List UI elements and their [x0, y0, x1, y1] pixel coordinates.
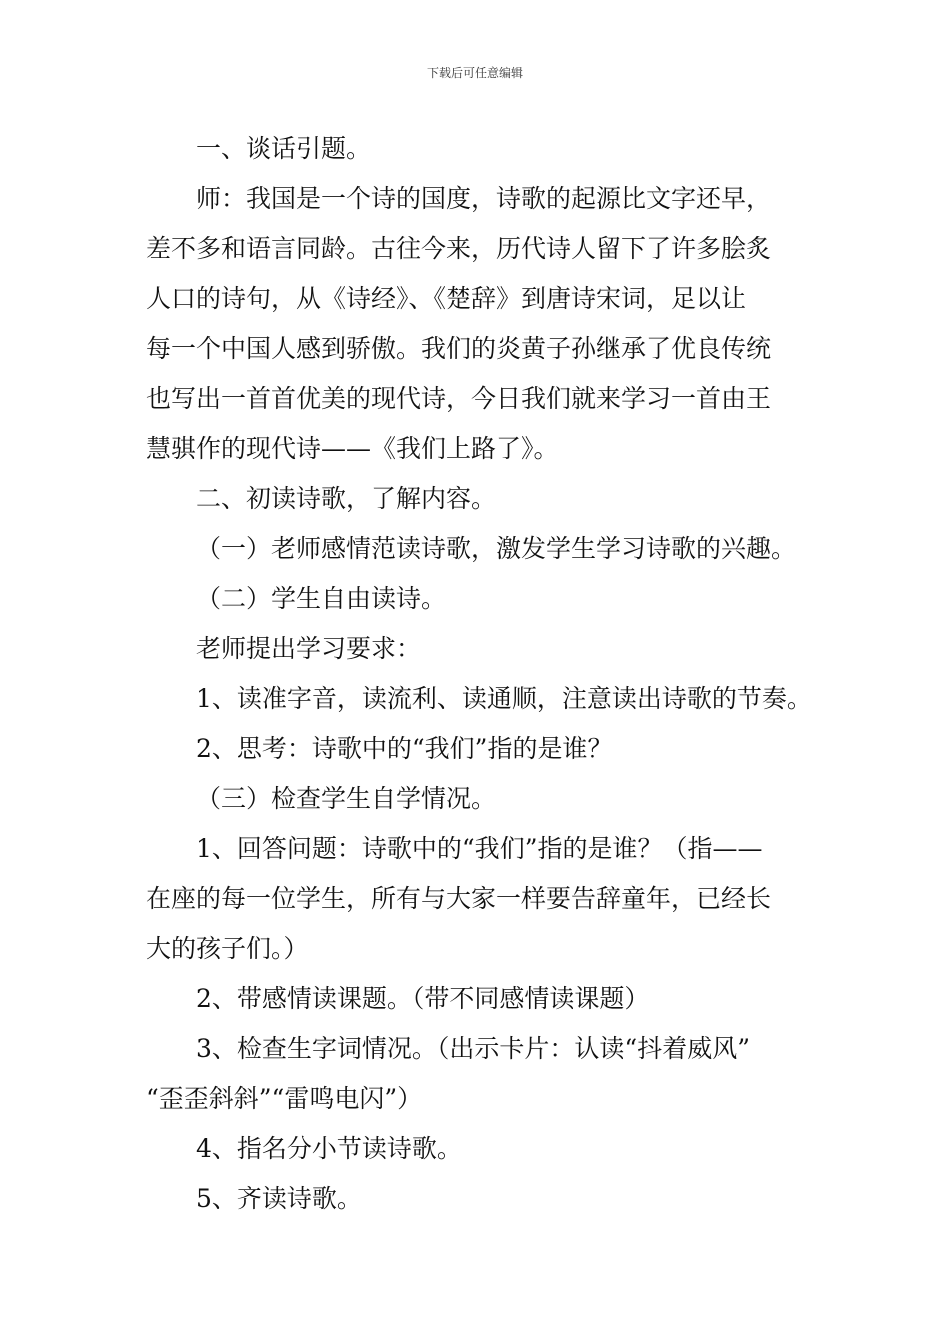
paragraph-line: 慧骐作的现代诗——《我们上路了》。	[146, 434, 559, 463]
subsection-heading: （二）学生自由读诗。	[196, 584, 447, 613]
paragraph-line: 大的孩子们。）	[146, 934, 309, 963]
paragraph-line: 差不多和语言同龄。古往今来，历代诗人留下了许多脍炙	[146, 234, 772, 263]
paragraph-line: 每一个中国人感到骄傲。我们的炎黄子孙继承了优良传统	[146, 334, 772, 363]
paragraph-line: 人口的诗句，从《诗经》、《楚辞》到唐诗宋词，足以让	[146, 284, 747, 313]
section-heading-1: 一、谈话引题。	[196, 134, 372, 163]
list-item: 2、思考：诗歌中的“我们”指的是谁？	[196, 734, 613, 763]
list-item: 4、指名分小节读诗歌。	[196, 1134, 462, 1163]
header-note: 下载后可任意编辑	[426, 66, 523, 80]
list-item: 3、检查生字词情况。（出示卡片：认读“抖着威风”	[196, 1034, 750, 1063]
list-item: 5、齐读诗歌。	[196, 1184, 362, 1213]
subsection-heading: （一）老师感情范读诗歌，激发学生学习诗歌的兴趣。	[196, 534, 797, 563]
list-item: 2、带感情读课题。（带不同感情读课题）	[196, 984, 650, 1013]
paragraph-line: 老师提出学习要求：	[196, 634, 422, 663]
list-item: 1、读准字音，读流利、读通顺，注意读出诗歌的节奏。	[196, 684, 812, 713]
paragraph-line: 师：我国是一个诗的国度，诗歌的起源比文字还早，	[196, 184, 772, 213]
document-body	[146, 124, 818, 1224]
paragraph-line: 在座的每一位学生，所有与大家一样要告辞童年，已经长	[146, 884, 772, 913]
subsection-heading: （三）检查学生自学情况。	[196, 784, 497, 813]
section-heading-2: 二、初读诗歌，了解内容。	[196, 484, 497, 513]
paragraph-line: 也写出一首首优美的现代诗，今日我们就来学习一首由王	[146, 384, 772, 413]
paragraph-line: “歪歪斜斜”“雷鸣电闪”）	[146, 1084, 423, 1113]
list-item: 1、回答问题：诗歌中的“我们”指的是谁？（指——	[196, 834, 763, 863]
